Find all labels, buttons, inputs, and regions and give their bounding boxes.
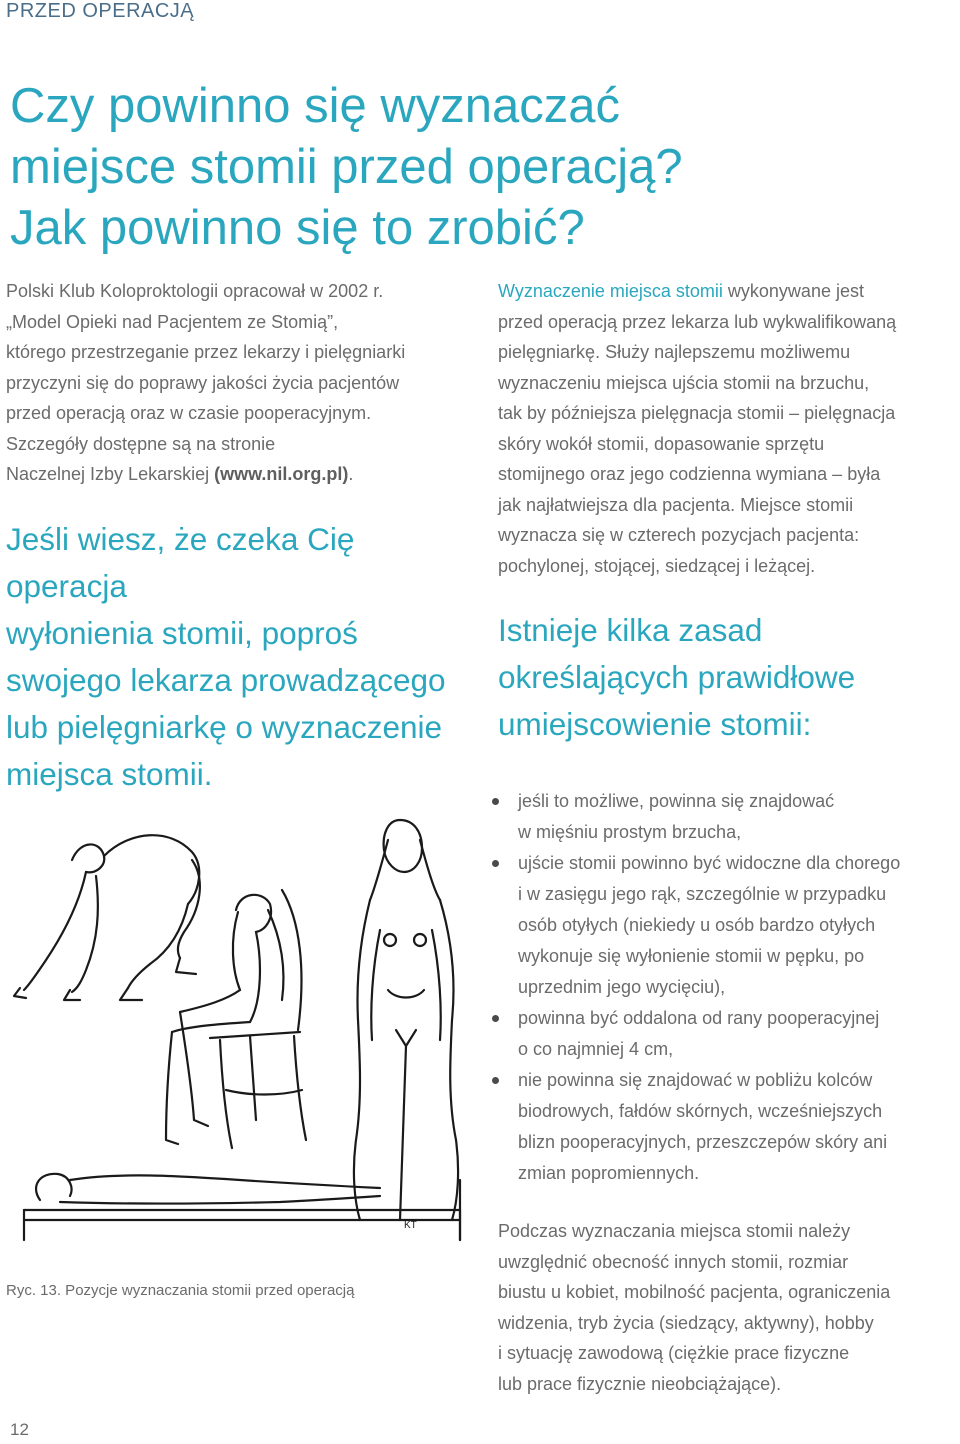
definition-line: pielęgniarkę. Służy najlepszemu możliwemu — [498, 342, 851, 362]
list-item-line: blizn pooperacyjnych, przeszczepów skóry ani — [518, 1132, 888, 1152]
list-item-line: nie powinna się znajdować w pobliżu kolców — [518, 1070, 873, 1090]
definition-line: stomijnego oraz jego codzienna wymiana – była — [498, 464, 881, 484]
list-item — [484, 1003, 960, 1065]
list-item-line: w mięśniu prostym brzucha, — [518, 822, 742, 842]
definition-line-first — [498, 276, 960, 307]
right-column — [498, 276, 960, 748]
definition-line: przed operacją przez lekarza lub wykwalifikowaną — [498, 311, 897, 332]
section-label: PRZED OPERACJĄ — [6, 0, 195, 22]
list-item-line: wykonuje się wyłonienie stomii w pępku, po — [518, 946, 865, 966]
list-item-line: zmian popromiennych. — [518, 1163, 700, 1183]
standing-figure — [354, 820, 458, 1220]
lying-figure — [24, 1174, 460, 1240]
intro-line: „Model Opieki nad Pacjentem ze Stomią”, — [6, 311, 339, 332]
list-item — [484, 848, 960, 1003]
lead-line: swojego lekarza prowadzącego — [6, 661, 446, 698]
list-item-line: powinna być oddalona od rany pooperacyjnej — [518, 1008, 880, 1028]
intro-line: Polski Klub Koloproktologii opracował w 2002 r. — [6, 281, 384, 301]
title-line-2: miejsce stomii przed operacją? — [10, 140, 683, 194]
lead-line: lub pielęgniarkę o wyznaczenie — [6, 708, 443, 745]
closing-line: Podczas wyznaczania miejsca stomii należy — [498, 1221, 851, 1241]
list-item-line: uprzednim jego wycięciu), — [518, 977, 726, 997]
definition-line: tak by późniejsza pielęgnacja stomii – pielęgnacja — [498, 403, 896, 423]
closing-line: biustu u kobiet, mobilność pacjenta, ograniczenia — [498, 1282, 891, 1302]
lead-line: Jeśli wiesz, że czeka Cię operacja — [6, 520, 355, 604]
list-item-line: o co najmniej 4 cm, — [518, 1039, 674, 1059]
definition-paragraph — [498, 276, 960, 581]
list-item — [484, 1065, 960, 1189]
intro-line: przed operacją oraz w czasie pooperacyjnym. — [6, 403, 372, 423]
intro-line-last — [6, 459, 476, 490]
rules-heading-line: umiejscowienie stomii: — [498, 706, 812, 742]
lead-callout — [6, 516, 476, 798]
rules-heading — [498, 607, 960, 748]
intro-line: którego przestrzeganie przez lekarzy i pielęgniarki — [6, 342, 406, 362]
rules-list — [484, 786, 960, 1189]
list-item-line: i w zasięgu jego rąk, szczególnie w przypadku — [518, 884, 887, 904]
definition-line: pochylonej, stojącej, siedzącej i leżącej. — [498, 555, 816, 576]
website-link[interactable]: (www.nil.org.pl) — [214, 464, 349, 484]
definition-line: skóry wokół stomii, dopasowanie sprzętu — [498, 433, 825, 454]
intro-line: przyczyni się do poprawy jakości życia pacjentów — [6, 372, 400, 393]
list-item-line: jeśli to możliwe, powinna się znajdować — [518, 791, 835, 811]
figure-caption: Ryc. 13. Pozycje wyznaczania stomii przed operacją — [6, 1282, 355, 1299]
lead-line: wyłonienia stomii, poproś — [6, 614, 358, 651]
closing-line: uwzględnić obecność innych stomii, rozmiar — [498, 1251, 849, 1272]
list-item-line: ujście stomii powinno być widoczne dla chorego — [518, 853, 901, 873]
rules-heading-line: Istnieje kilka zasad — [498, 612, 763, 648]
lead-line: miejsca stomii. — [6, 755, 213, 792]
closing-line: i sytuację zawodową (ciężkie prace fizyczne — [498, 1343, 850, 1363]
title-line-3: Jak powinno się to zrobić? — [10, 201, 585, 255]
intro-text: Naczelnej Izby Lekarskiej — [6, 464, 215, 484]
list-item-line: biodrowych, fałdów skórnych, wcześniejszych — [518, 1101, 883, 1121]
closing-paragraph — [498, 1216, 960, 1399]
closing-line: widzenia, tryb życia (siedzący, aktywny), hobby — [498, 1312, 874, 1333]
intro-line: Szczegóły dostępne są na stronie — [6, 433, 276, 454]
closing-line: lub prace fizycznie nieobciążające). — [498, 1373, 782, 1394]
definition-text: wykonywane jest — [722, 281, 864, 301]
page-title — [10, 76, 910, 259]
definition-line: jak najłatwiejsza dla pacjenta. Miejsce stomii — [498, 494, 854, 515]
intro-paragraph — [6, 276, 476, 490]
list-item-line: osób otyłych (niekiedy u osób bardzo otyłych — [518, 915, 876, 935]
rules-heading-line: określających prawidłowe — [498, 659, 856, 695]
list-item — [484, 786, 960, 848]
bending-figure — [14, 835, 200, 1000]
definition-term: Wyznaczenie miejsca stomii — [498, 281, 723, 301]
positions-illustration — [0, 800, 480, 1260]
definition-line: wyznaczeniu miejsca ujścia stomii na brzuchu, — [498, 372, 870, 393]
definition-line: wyznacza się w czterech pozycjach pacjenta: — [498, 525, 860, 545]
left-column — [6, 276, 476, 798]
page-number: 12 — [10, 1420, 29, 1439]
intro-period: . — [348, 464, 354, 484]
title-line-1: Czy powinno się wyznaczać — [10, 79, 621, 133]
illustrator-signature: KT — [404, 1220, 417, 1231]
